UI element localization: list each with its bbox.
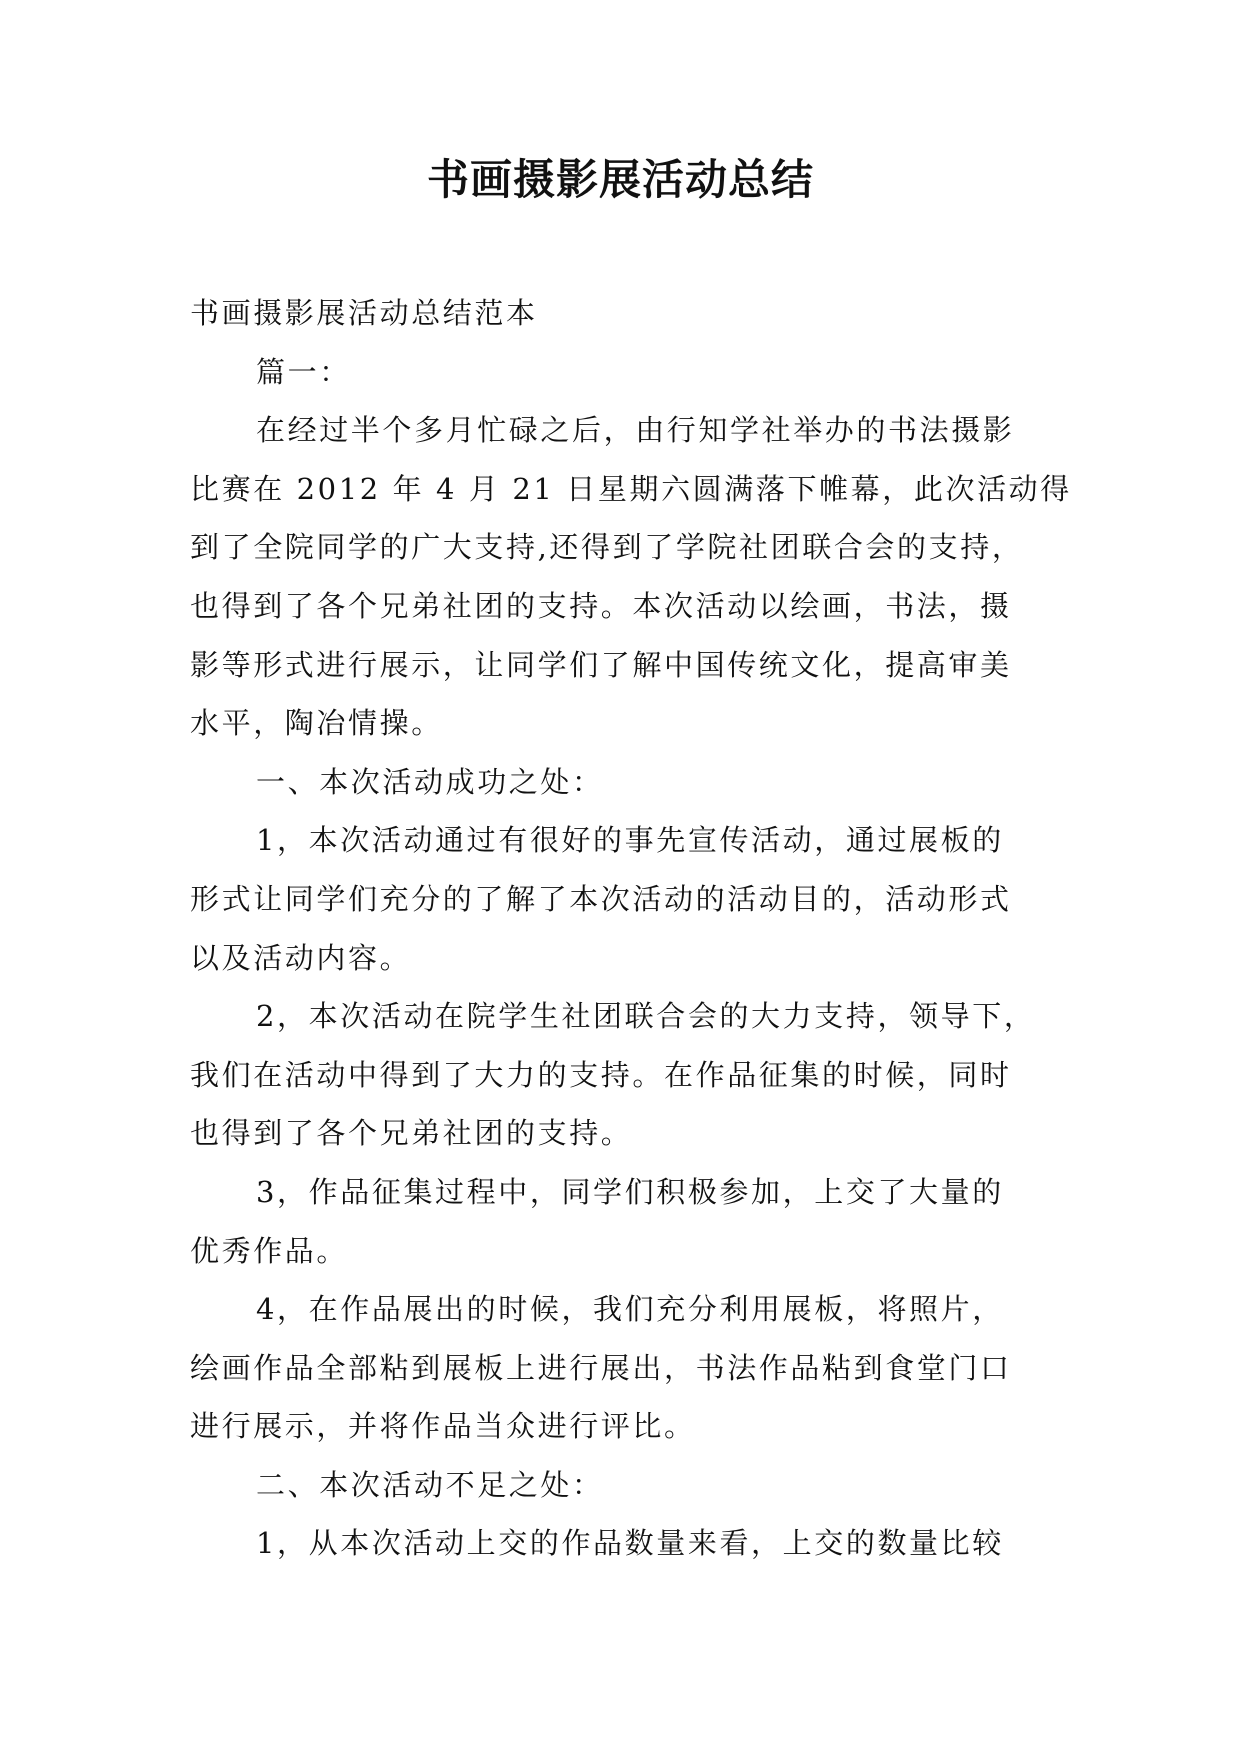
paragraph-line: 比赛在 2012 年 4 月 21 日星期六圆满落下帷幕，此次活动得 xyxy=(190,471,1072,506)
document-body xyxy=(190,284,1072,1573)
paragraph-line: 我们在活动中得到了大力的支持。在作品征集的时候，同时 xyxy=(190,1057,1012,1092)
section-heading-successes: 一、本次活动成功之处： xyxy=(256,764,604,799)
paragraph-line: 以及活动内容。 xyxy=(190,940,412,975)
paragraph-line: 绘画作品全部粘到展板上进行展出，书法作品粘到食堂门口 xyxy=(190,1350,1012,1385)
paragraph-line: 到了全院同学的广大支持,还得到了学院社团联合会的支持， xyxy=(190,530,1024,565)
paragraph-line: 也得到了各个兄弟社团的支持。本次活动以绘画，书法，摄 xyxy=(190,588,1012,623)
section-label-part-one: 篇一： xyxy=(256,354,351,389)
paragraph-line: 1，本次活动通过有很好的事先宣传活动，通过展板的 xyxy=(256,823,1004,858)
section-heading-shortcomings: 二、本次活动不足之处： xyxy=(256,1467,604,1502)
document-title: 书画摄影展活动总结 xyxy=(426,155,814,204)
subtitle-line: 书画摄影展活动总结范本 xyxy=(190,296,538,330)
paragraph-line: 形式让同学们充分的了解了本次活动的活动目的，活动形式 xyxy=(190,881,1012,916)
paragraph-line: 1，从本次活动上交的作品数量来看，上交的数量比较 xyxy=(256,1526,1004,1561)
paragraph-line: 优秀作品。 xyxy=(190,1233,349,1268)
paragraph-line: 4，在作品展出的时候，我们充分利用展板，将照片， xyxy=(256,1292,1004,1327)
paragraph-line: 影等形式进行展示，让同学们了解中国传统文化，提高审美 xyxy=(190,647,1012,682)
paragraph-line: 2，本次活动在院学生社团联合会的大力支持，领导下， xyxy=(256,999,1036,1034)
paragraph-line: 在经过半个多月忙碌之后，由行知学社举办的书法摄影 xyxy=(256,413,1015,448)
paragraph-line: 3，作品征集过程中，同学们积极参加，上交了大量的 xyxy=(256,1174,1004,1209)
paragraph-line: 也得到了各个兄弟社团的支持。 xyxy=(190,1116,633,1151)
paragraph-line: 进行展示，并将作品当众进行评比。 xyxy=(190,1409,696,1444)
paragraph-line: 水平，陶冶情操。 xyxy=(190,706,443,741)
